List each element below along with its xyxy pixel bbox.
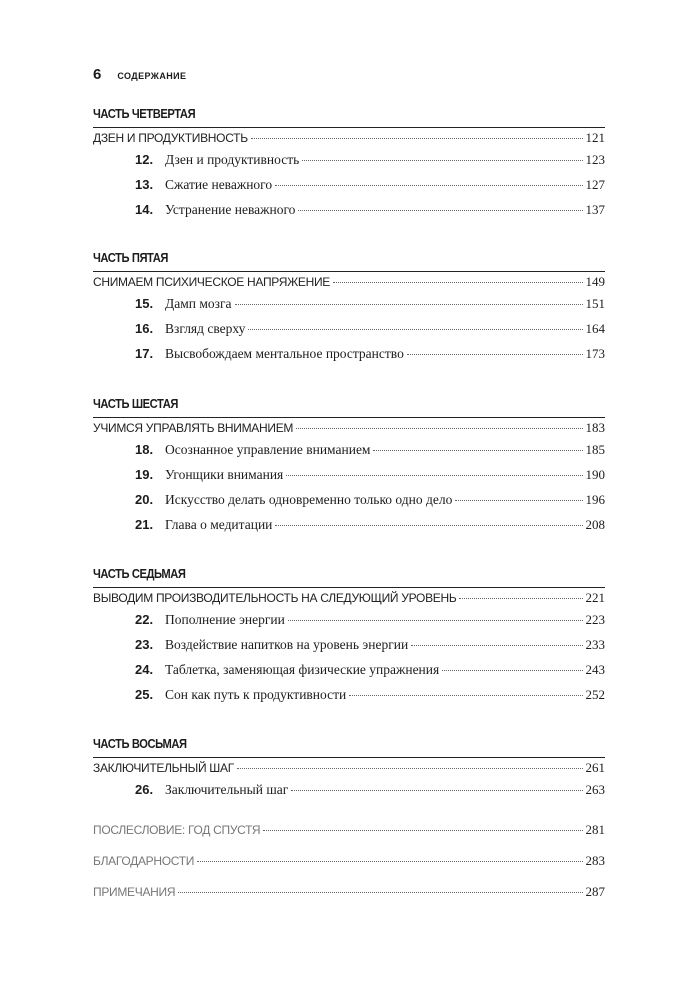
- part-title: ЧАСТЬ ПЯТАЯ: [93, 250, 168, 265]
- leader-dots: [459, 598, 582, 599]
- chapter-title: Воздействие напитков на уровень энергии: [165, 637, 409, 652]
- chapter-number: 17.: [135, 346, 154, 361]
- chapter-title: Угонщики внимания: [165, 467, 284, 482]
- part-five: [93, 248, 605, 371]
- chapter-number: 22.: [135, 612, 154, 627]
- chapter-title: Дзен и продуктивность: [165, 152, 300, 167]
- part-title: ЧАСТЬ ЧЕТВЕРТАЯ: [93, 106, 196, 121]
- page-ref: 233: [585, 637, 605, 652]
- chapter-entry[interactable]: [93, 782, 605, 807]
- chapter-title: Взгляд сверху: [165, 321, 246, 336]
- chapter-title: Заключительный шаг: [165, 782, 289, 797]
- chapter-entry[interactable]: [93, 442, 605, 467]
- leader-dots: [248, 329, 582, 330]
- part-rule: [93, 757, 605, 758]
- leader-dots: [298, 210, 582, 211]
- part-title: ЧАСТЬ ВОСЬМАЯ: [93, 736, 187, 751]
- chapter-title: Высвобождаем ментальное пространство: [165, 346, 404, 361]
- part-title: ЧАСТЬ СЕДЬМАЯ: [93, 566, 186, 581]
- part-entry[interactable]: [93, 274, 605, 296]
- chapter-entry[interactable]: [93, 612, 605, 637]
- page-ref: 183: [585, 420, 605, 435]
- chapter-title: Пополнение энергии: [165, 612, 285, 627]
- back-matter-title: ПОСЛЕСЛОВИЕ: ГОД СПУСТЯ: [93, 823, 261, 837]
- leader-dots: [333, 282, 583, 283]
- page-ref: 287: [585, 884, 605, 899]
- chapter-number: 12.: [135, 152, 154, 167]
- leader-dots: [296, 428, 582, 429]
- back-matter-title: ПРИМЕЧАНИЯ: [93, 885, 176, 899]
- chapter-number: 14.: [135, 202, 154, 217]
- part-entry-title: УЧИМСЯ УПРАВЛЯТЬ ВНИМАНИЕМ: [93, 421, 294, 435]
- chapter-entry[interactable]: [93, 467, 605, 492]
- leader-dots: [373, 450, 582, 451]
- leader-dots: [407, 354, 583, 355]
- part-six: [93, 394, 605, 542]
- part-entry[interactable]: [93, 420, 605, 442]
- page-number: 6: [93, 66, 102, 83]
- running-title: СОДЕРЖАНИЕ: [117, 71, 187, 81]
- page-ref: 252: [585, 687, 605, 702]
- leader-dots: [455, 500, 582, 501]
- leader-dots: [251, 138, 583, 139]
- chapter-number: 21.: [135, 517, 154, 532]
- page-ref: 149: [585, 274, 605, 289]
- leader-dots: [235, 304, 583, 305]
- chapter-entry[interactable]: [93, 321, 605, 346]
- chapter-entry[interactable]: [93, 517, 605, 542]
- page-ref: 281: [585, 822, 605, 837]
- page-ref: 223: [585, 612, 605, 627]
- leader-dots: [288, 620, 583, 621]
- page-ref: 185: [585, 442, 605, 457]
- leader-dots: [197, 861, 582, 862]
- part-entry-title: ЗАКЛЮЧИТЕЛЬНЫЙ ШАГ: [93, 761, 234, 775]
- leader-dots: [263, 830, 582, 831]
- chapter-title: Сжатие неважного: [165, 177, 273, 192]
- leader-dots: [286, 475, 582, 476]
- page-ref: 221: [585, 590, 605, 605]
- chapter-title: Сон как путь к продуктивности: [165, 687, 347, 702]
- leader-dots: [302, 160, 582, 161]
- part-title: ЧАСТЬ ШЕСТАЯ: [93, 396, 178, 411]
- page-ref: 208: [585, 517, 605, 532]
- leader-dots: [237, 768, 583, 769]
- chapter-entry[interactable]: [93, 492, 605, 517]
- leader-dots: [349, 695, 582, 696]
- back-matter-title: БЛАГОДАРНОСТИ: [93, 854, 195, 868]
- chapter-entry[interactable]: [93, 346, 605, 371]
- chapter-number: 16.: [135, 321, 154, 336]
- chapter-number: 25.: [135, 687, 154, 702]
- part-entry-title: ДЗЕН И ПРОДУКТИВНОСТЬ: [93, 131, 248, 145]
- page-ref: 127: [585, 177, 605, 192]
- chapter-entry[interactable]: [93, 202, 605, 227]
- part-four: [93, 104, 605, 227]
- chapter-entry[interactable]: [93, 152, 605, 177]
- chapter-entry[interactable]: [93, 662, 605, 687]
- chapter-title: Искусство делать одновременно только одно дело: [165, 492, 453, 507]
- leader-dots: [275, 525, 582, 526]
- chapter-title: Глава о медитации: [165, 517, 273, 532]
- page-ref: 164: [585, 321, 605, 336]
- chapter-entry[interactable]: [93, 687, 605, 712]
- page-ref: 151: [585, 296, 605, 311]
- notes-entry[interactable]: [93, 884, 605, 906]
- afterword-entry[interactable]: [93, 822, 605, 844]
- leader-dots: [291, 790, 582, 791]
- chapter-number: 24.: [135, 662, 154, 677]
- part-rule: [93, 127, 605, 128]
- part-entry-title: СНИМАЕМ ПСИХИЧЕСКОЕ НАПРЯЖЕНИЕ: [93, 275, 330, 289]
- part-entry[interactable]: [93, 130, 605, 152]
- page-ref: 196: [585, 492, 605, 507]
- chapter-entry[interactable]: [93, 637, 605, 662]
- page-ref: 190: [585, 467, 605, 482]
- leader-dots: [275, 185, 582, 186]
- chapter-title: Таблетка, заменяющая физические упражнения: [165, 662, 440, 677]
- page-ref: 173: [585, 346, 605, 361]
- chapter-number: 15.: [135, 296, 154, 311]
- chapter-number: 20.: [135, 492, 154, 507]
- page-ref: 283: [585, 853, 605, 868]
- part-eight: [93, 734, 605, 807]
- chapter-number: 23.: [135, 637, 154, 652]
- running-header: [93, 66, 186, 84]
- chapter-entry[interactable]: [93, 296, 605, 321]
- leader-dots: [178, 892, 582, 893]
- chapter-title: Устранение неважного: [165, 202, 296, 217]
- chapter-title: Дамп мозга: [165, 296, 232, 311]
- leader-dots: [442, 670, 582, 671]
- chapter-entry[interactable]: [93, 177, 605, 202]
- chapter-number: 26.: [135, 782, 154, 797]
- part-entry[interactable]: [93, 590, 605, 612]
- page-ref: 243: [585, 662, 605, 677]
- part-rule: [93, 417, 605, 418]
- page-ref: 261: [585, 760, 605, 775]
- chapter-title: Осознанное управление вниманием: [165, 442, 371, 457]
- page-ref: 263: [585, 782, 605, 797]
- chapter-number: 13.: [135, 177, 154, 192]
- page-ref: 123: [585, 152, 605, 167]
- leader-dots: [411, 645, 582, 646]
- part-entry-title: ВЫВОДИМ ПРОИЗВОДИТЕЛЬНОСТЬ НА СЛЕДУЮЩИЙ УРОВЕНЬ: [93, 591, 457, 605]
- page-ref: 121: [585, 130, 605, 145]
- part-rule: [93, 271, 605, 272]
- page-ref: 137: [585, 202, 605, 217]
- acknowledgements-entry[interactable]: [93, 853, 605, 875]
- part-seven: [93, 564, 605, 712]
- chapter-number: 19.: [135, 467, 154, 482]
- part-entry[interactable]: [93, 760, 605, 782]
- part-rule: [93, 587, 605, 588]
- chapter-number: 18.: [135, 442, 154, 457]
